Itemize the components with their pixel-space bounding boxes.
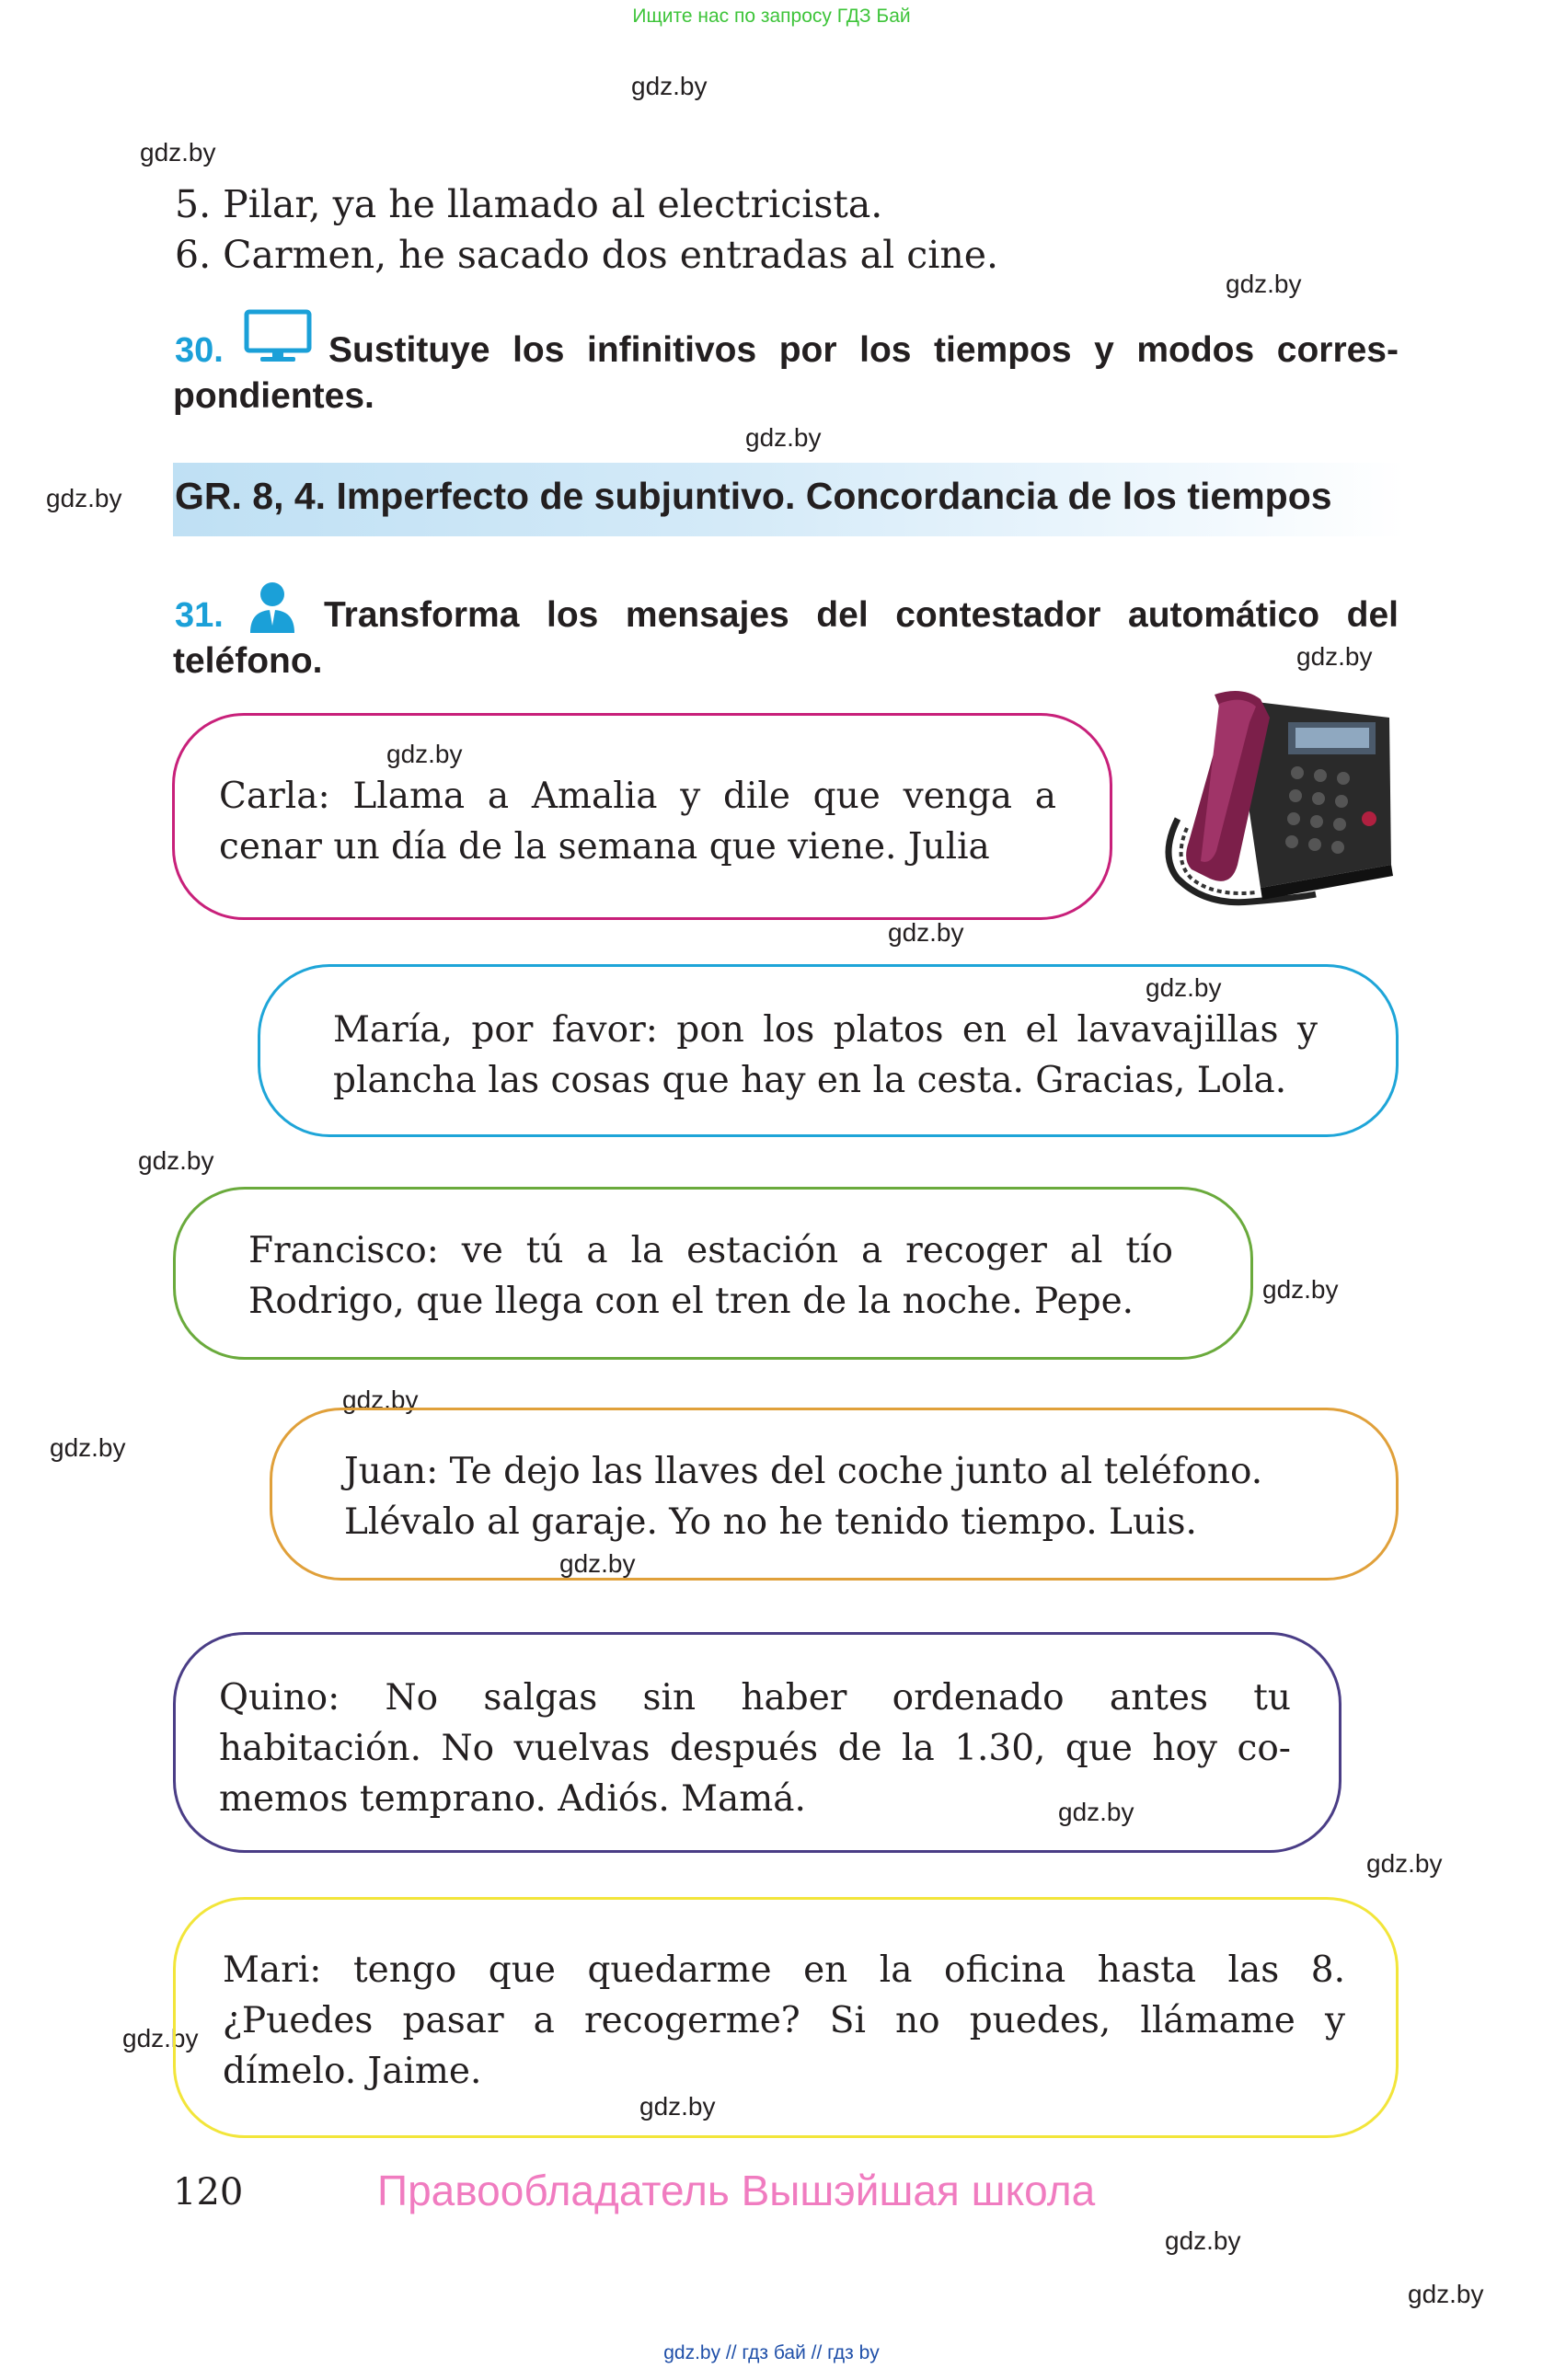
- watermark: gdz.by: [888, 918, 964, 947]
- exercise-30-instruction: Sustituye los infinitivos por los tiempos y modos corres-: [328, 330, 1399, 370]
- watermark: gdz.by: [745, 423, 822, 452]
- watermark: gdz.by: [138, 1146, 214, 1175]
- watermark: gdz.by: [1165, 2226, 1241, 2255]
- computer-monitor-icon: [244, 309, 312, 364]
- bottom-banner-links[interactable]: gdz.by // гдз бай // гдз by: [663, 2342, 880, 2363]
- message-text: Mari: tengo que quedarme en la oficina hasta las 8. ¿Puedes pasar a recogerme? Si no puedes, llámame y dímelo. Jaime.: [223, 1949, 1345, 2092]
- watermark: gdz.by: [1262, 1275, 1339, 1304]
- message-text: Quino: No salgas sin haber ordenado antes tu habitación. No vuelvas después de la 1.30, que hoy co- memos temprano. Adiós. Mamá.: [219, 1677, 1291, 1820]
- message-text: Carla: Llama a Amalia y dile que venga a cenar un día de la semana que viene. Julia: [219, 776, 1056, 868]
- watermark: gdz.by: [639, 2092, 716, 2121]
- watermark: gdz.by: [342, 1385, 419, 1414]
- message-text: Francisco: ve tú a la estación a recoger al tío Rodrigo, que llega con el tren de la noche. Pepe.: [248, 1230, 1173, 1322]
- watermark: gdz.by: [140, 138, 216, 167]
- watermark: gdz.by: [1296, 642, 1373, 671]
- watermark: gdz.by: [46, 484, 122, 512]
- telephone-icon: [1150, 681, 1399, 920]
- watermark: gdz.by: [631, 72, 708, 100]
- watermark: gdz.by: [1146, 973, 1222, 1002]
- person-icon: [247, 580, 298, 633]
- watermark: gdz.by: [1058, 1798, 1134, 1826]
- exercise-31-instruction: Transforma los mensajes del contestador automático del: [324, 595, 1399, 635]
- page-number: 120: [173, 2171, 244, 2213]
- copyright-notice: Правообладатель Вышэйшая школа: [377, 2167, 1096, 2214]
- watermark: gdz.by: [559, 1549, 636, 1578]
- exercise-31-number: 31.: [175, 596, 224, 635]
- list-item-6: 6. Carmen, he sacado dos entradas al cine.: [175, 233, 999, 277]
- exercise-31-instruction-cont: teléfono.: [173, 641, 323, 681]
- watermark: gdz.by: [122, 2024, 199, 2052]
- watermark: gdz.by: [1408, 2280, 1484, 2308]
- exercise-30-number: 30.: [175, 331, 224, 370]
- watermark: gdz.by: [1366, 1849, 1443, 1878]
- watermark: gdz.by: [50, 1433, 126, 1462]
- list-item-5: 5. Pilar, ya he llamado al electricista.: [175, 182, 883, 226]
- message-text: María, por favor: pon los platos en el lavavajillas y plancha las cosas que hay en la cesta. Gracias, Lola.: [333, 1009, 1318, 1101]
- message-text: Juan: Te dejo las llaves del coche junto al teléfono. Llévalo al garaje. Yo no he tenido tiempo. Luis.: [344, 1451, 1263, 1543]
- watermark: gdz.by: [386, 740, 463, 768]
- exercise-30-instruction-cont: pondientes.: [173, 376, 374, 416]
- watermark: gdz.by: [1226, 270, 1302, 298]
- grammar-reference: GR. 8, 4. Imperfecto de subjuntivo. Concordancia de los tiempos: [175, 475, 1332, 517]
- top-banner[interactable]: Ищите нас по запросу ГДЗ Бай: [632, 6, 911, 27]
